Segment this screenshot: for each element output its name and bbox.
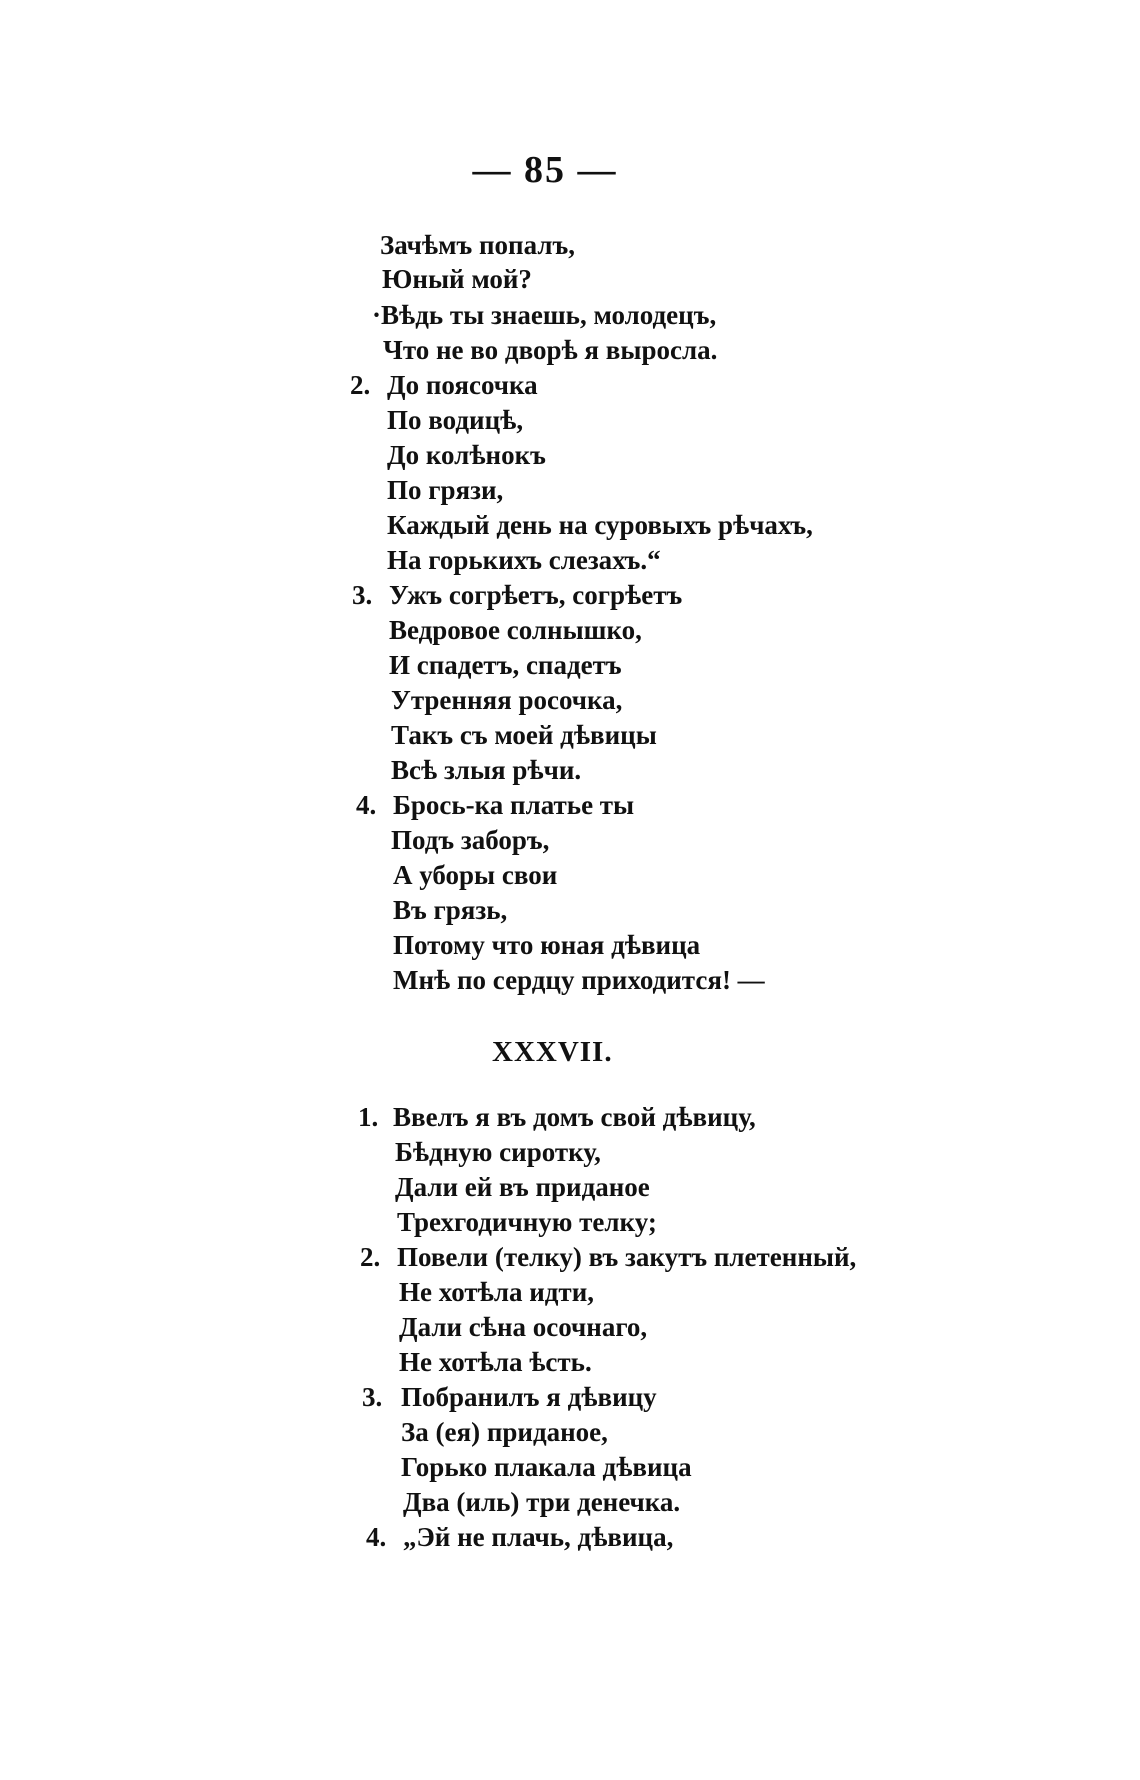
verse-line: И спадетъ, спадетъ bbox=[389, 650, 622, 680]
section-heading: XXXVII. bbox=[492, 1036, 613, 1068]
verse-number: 4. bbox=[366, 1522, 387, 1552]
page-number: — 85 — bbox=[472, 149, 618, 191]
verse-line: Мнѣ по сердцу приходится! — bbox=[393, 965, 765, 995]
verse-line: Такъ съ моей дѣвицы bbox=[391, 720, 657, 750]
verse-line: Брось-ка платье ты bbox=[393, 790, 635, 820]
verse-line: Всѣ злыя рѣчи. bbox=[391, 755, 582, 785]
verse-line: На горькихъ слезахъ.“ bbox=[387, 545, 661, 575]
verse-line: Каждый день на суровыхъ рѣчахъ, bbox=[387, 510, 813, 540]
verse-line: ·Вѣдь ты знаешь, молодецъ, bbox=[372, 300, 717, 330]
verse-line: Юный мой? bbox=[382, 264, 532, 294]
verse-number: 2. bbox=[360, 1242, 381, 1272]
verse-line: Побранилъ я дѣвицу bbox=[401, 1382, 657, 1412]
verse-number: 3. bbox=[352, 580, 373, 610]
verse-line: Ввелъ я въ домъ свой дѣвицу, bbox=[393, 1102, 756, 1132]
verse-line: Бѣдную сиротку, bbox=[395, 1137, 601, 1167]
verse-number: 2. bbox=[350, 370, 371, 400]
verse-line: Повели (телку) въ закутъ плетенный, bbox=[397, 1242, 857, 1272]
verse-line: Дали ей въ приданое bbox=[395, 1172, 650, 1202]
verse-number: 3. bbox=[362, 1382, 383, 1412]
verse-line: По грязи, bbox=[387, 475, 504, 505]
verse-line: Ужъ согрѣетъ, согрѣетъ bbox=[389, 580, 683, 610]
verse-line: Горько плакала дѣвица bbox=[401, 1452, 692, 1482]
verse-line: „Эй не плачь, дѣвица, bbox=[403, 1522, 674, 1552]
verse-line: Что не во дворѣ я выросла. bbox=[383, 335, 718, 365]
verse-line: Два (иль) три денечка. bbox=[403, 1487, 681, 1517]
verse-line: Утренняя росочка, bbox=[391, 685, 623, 715]
verse-line: Дали сѣна осочнаго, bbox=[399, 1312, 648, 1342]
verse-number: 4. bbox=[356, 790, 377, 820]
verse-line: За (ея) приданое, bbox=[401, 1417, 608, 1447]
verse-line: Не хотѣла идти, bbox=[399, 1277, 594, 1307]
verse-line: Ведровое солнышко, bbox=[389, 615, 642, 645]
verse-line: Не хотѣла ѣсть. bbox=[399, 1347, 592, 1377]
verse-line: Трехгодичную телку; bbox=[397, 1207, 657, 1237]
verse-line: Подъ заборъ, bbox=[391, 825, 550, 855]
verse-number: 1. bbox=[358, 1102, 379, 1132]
verse-line: До поясочка bbox=[387, 370, 538, 400]
verse-line: Зачѣмъ попалъ, bbox=[380, 230, 575, 260]
verse-line: А уборы свои bbox=[393, 860, 558, 890]
verse-line: По водицѣ, bbox=[387, 405, 524, 435]
verse-line: Потому что юная дѣвица bbox=[393, 930, 701, 960]
verse-line: Въ грязь, bbox=[393, 895, 508, 925]
verse-line: До колѣнокъ bbox=[387, 440, 546, 470]
